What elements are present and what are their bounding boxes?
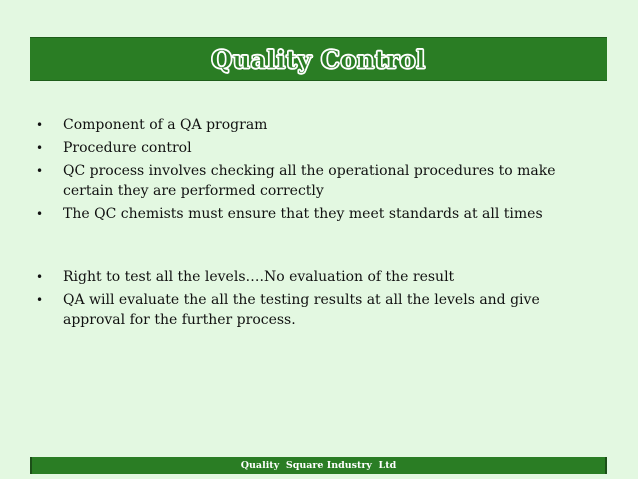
bullet-item — [36, 291, 606, 330]
bullet-icon: • — [36, 270, 44, 284]
bullet-icon: • — [36, 293, 44, 307]
bullet-text: QA will evaluate the all the testing results at all the levels and give approval for the further process. — [63, 292, 540, 328]
bullet-text: Right to test all the levels….No evaluation of the result — [63, 269, 455, 285]
bullet-item — [36, 205, 606, 225]
bullet-icon: • — [36, 164, 44, 178]
slide-title: Quality Control — [211, 44, 426, 74]
bullet-text: QC process involves checking all the operational procedures to make certain they are performed correctly — [63, 163, 556, 199]
bullet-item — [36, 162, 606, 201]
bullet-list-secondary — [36, 268, 606, 334]
bullet-text: Component of a QA program — [63, 117, 268, 133]
bullet-item — [36, 139, 606, 159]
bullet-text: The QC chemists must ensure that they meet standards at all times — [63, 205, 543, 222]
bullet-item — [36, 268, 606, 288]
bullet-icon: • — [36, 118, 44, 132]
bullet-icon: • — [36, 141, 44, 155]
bullet-item — [36, 116, 606, 136]
footer-bar — [30, 457, 607, 474]
footer-company-name: Quality Square Industry Ltd — [240, 460, 397, 471]
bullet-text: Procedure control — [63, 140, 192, 156]
title-bar — [30, 37, 607, 81]
bullet-icon: • — [36, 206, 44, 221]
bullet-list-primary — [36, 116, 606, 228]
